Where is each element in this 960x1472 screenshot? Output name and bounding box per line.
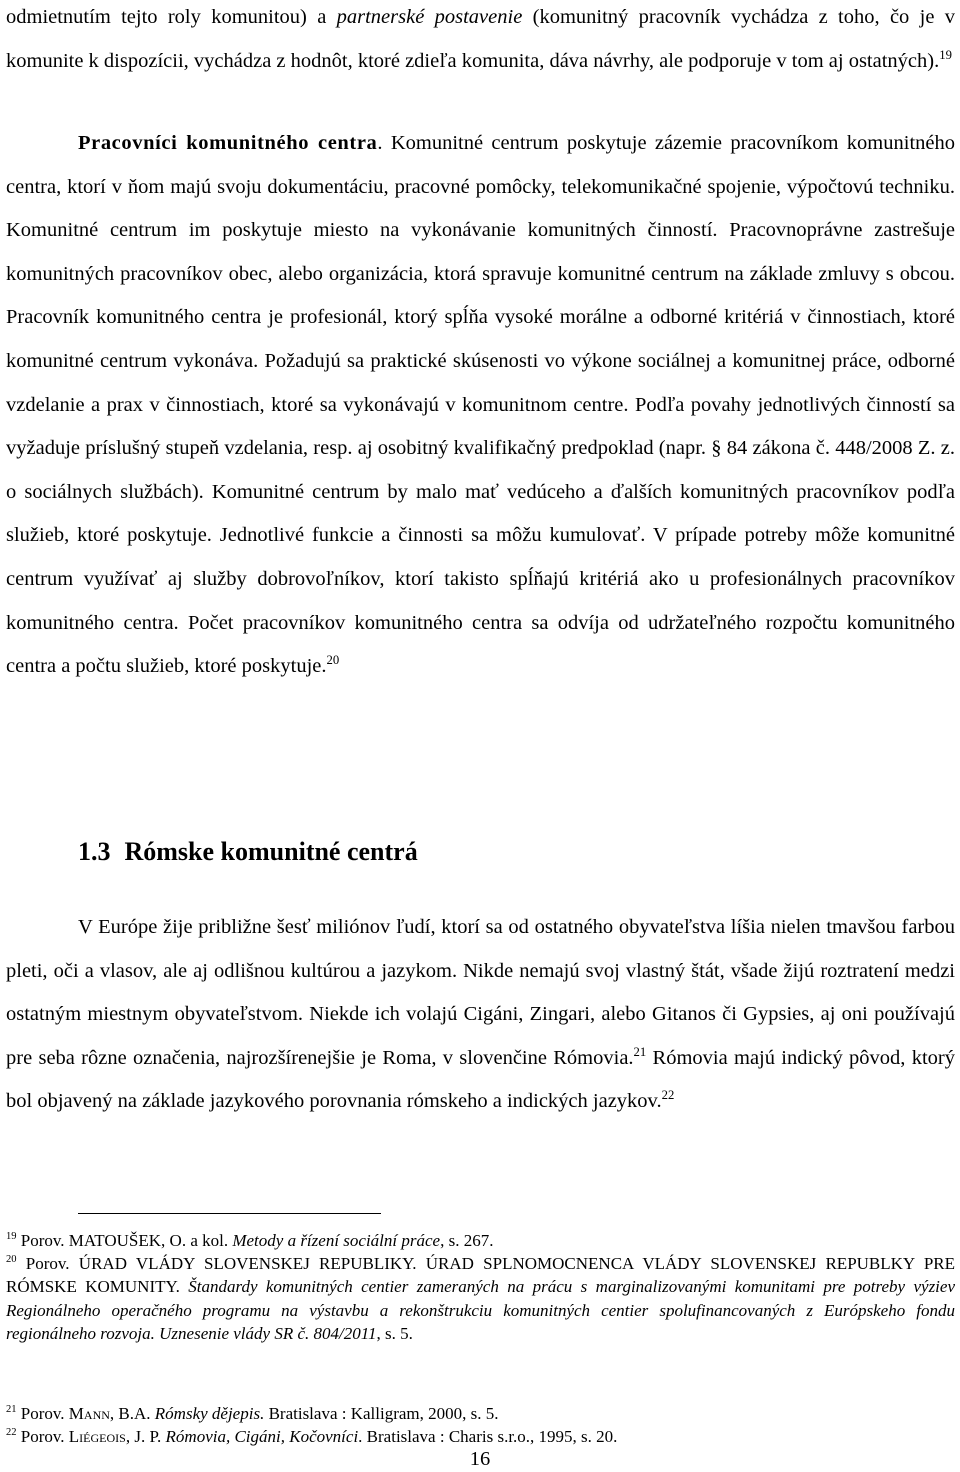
footnote-21	[6, 1402, 955, 1425]
footnote-title: Štandardy komunitných centier zameraných na prácu s marginalizovanými komunitami pre potreby výziev Regionálneho operačného programu na výstavbu a rekonštrukciu komunitných centier spolufinancovaných z Európskeho fondu regionálneho rozvoja. Uznesenie vlády SR č. 804/2011	[6, 1277, 955, 1344]
paragraph-text: (komunitný pracovník vychádza z toho, čo je v komunite k dispozícii, vychádza z hodnôt, ktoré zdieľa komunita, dáva návrhy, ale podporuje v tom aj ostatných).	[6, 6, 955, 72]
footnote-text: Porov. MATOUŠEK, O. a kol.	[16, 1231, 233, 1250]
footnote-separator	[78, 1213, 381, 1214]
paragraph-text: odmietnutím tejto roly komunitou) a	[6, 6, 337, 28]
footnote-text: , B.A.	[109, 1404, 155, 1423]
paragraph-text: V Európe žije približne šesť miliónov ľudí, ktorí sa od ostatného obyvateľstva líšia nielen tmavšou farbou pleti, oči a vlasov, ale aj odlišnou kultúrou a jazykom. Nikde nemajú svoj vlastný štát, všade žijú roztratení medzi ostatným miestnym obyvateľstvom. Niekde ich volajú Cigáni, Zingari, alebo Gitanos či Gypsies, aj oni používajú pre seba rôzne označenia, najrozšírenejšie je Roma, v slovenčine Rómovia.	[6, 916, 955, 1069]
page-number: 16	[469, 1448, 491, 1470]
footnote-text: . Bratislava : Charis s.r.o., 1995, s. 20.	[358, 1427, 618, 1446]
footnote-text: , s. 5.	[376, 1324, 413, 1344]
footnote-number: 19	[6, 1231, 17, 1243]
section-title: Rómske komunitné centrá	[124, 837, 418, 866]
footnote-ref-19[interactable]: 19	[939, 47, 952, 62]
paragraph-center-workers	[6, 122, 955, 689]
paragraph-partnership	[6, 0, 955, 83]
footnote-title: Metody a řízení sociální práce	[232, 1231, 441, 1250]
footnote-text: Porov. ÚRAD VLÁDY SLOVENSKEJ REPUBLIKY. ÚRAD SPLNOMOCNENCA VLÁDY SLOVENSKEJ REPUBLKY PRE RÓMSKE KOMUNITY.	[6, 1254, 955, 1297]
footnote-19	[6, 1229, 955, 1252]
footnote-number: 20	[6, 1254, 17, 1266]
footnote-text: , s. 267.	[440, 1231, 494, 1250]
paragraph-lead-bold: Pracovníci komunitného centra	[78, 132, 378, 154]
footnote-author: Mann	[68, 1404, 110, 1423]
footnote-ref-21[interactable]: 21	[633, 1044, 647, 1059]
footnote-title: Rómovia, Cigáni, Kočovníci	[165, 1427, 359, 1446]
paragraph-text: . Komunitné centrum poskytuje zázemie pracovníkom komunitného centra, ktorí v ňom majú svoju dokumentáciu, pracovné pomôcky, telekomunikačné spojenie, výpočtovú techniku. Komunitné centrum im poskytuje miesto na vykonávanie komunitných činností. Pracovnoprávne zastrešuje komunitných pracovníkov obec, alebo organizácia, ktorá spravuje komunitné centrum na základe zmluvy s obcou. Pracovník komunitného centra je profesionál, ktorý spĺňa vysoké morálne a odborné kritériá v činnostiach, ktoré komunitné centrum vykonáva. Požadujú sa praktické skúsenosti vo výkone sociálnej a komunitnej práce, odborné vzdelanie a prax v činnostiach, ktoré sa vykonávajú v komunitnom centre. Podľa povahy jednotlivých činností sa vyžaduje príslušný stupeň vzdelania, resp. aj osobitný kvalifikačný predpoklad (napr. § 84 zákona č. 448/2008 Z. z. o sociálnych službách). Komunitné centrum by malo mať vedúceho a ďalších komunitných pracovníkov podľa služieb, ktoré poskytuje. Jednotlivé funkcie a činnosti sa môžu kumulovať. V prípade potreby môže komunitné centrum využívať aj služby dobrovoľníkov, ktorí takisto spĺňajú kritériá ako u profesionálnych pracovníkov komunitného centra. Počet pracovníkov komunitného centra sa odvíja od udržateľného rozpočtu komunitného centra a počtu služieb, ktoré poskytuje.	[6, 132, 955, 678]
emphasis-partnerske-postavenie: partnerské postavenie	[336, 6, 523, 28]
paragraph-text: Rómovia majú indický pôvod, ktorý bol objavený na základe jazykového porovnania rómskeho a indických jazykov.	[6, 1046, 955, 1113]
footnote-text: Porov.	[16, 1404, 69, 1423]
footnote-22	[6, 1425, 955, 1448]
paragraph-roma-europe	[6, 906, 955, 1124]
footnote-text: Bratislava : Kalligram, 2000, s. 5.	[264, 1404, 499, 1423]
footnote-ref-20[interactable]: 20	[326, 652, 340, 667]
footnote-number: 22	[6, 1427, 17, 1439]
footnote-number: 21	[6, 1404, 17, 1416]
footnote-ref-22[interactable]: 22	[661, 1088, 675, 1103]
footnote-author: Liégeois	[68, 1427, 126, 1446]
footnote-20	[6, 1252, 955, 1346]
footnote-text: Porov.	[16, 1427, 69, 1446]
section-heading	[78, 832, 418, 872]
footnote-title: Rómsky dějepis.	[154, 1404, 265, 1423]
footnote-text: , J. P.	[125, 1427, 166, 1446]
section-number: 1.3	[78, 837, 111, 866]
